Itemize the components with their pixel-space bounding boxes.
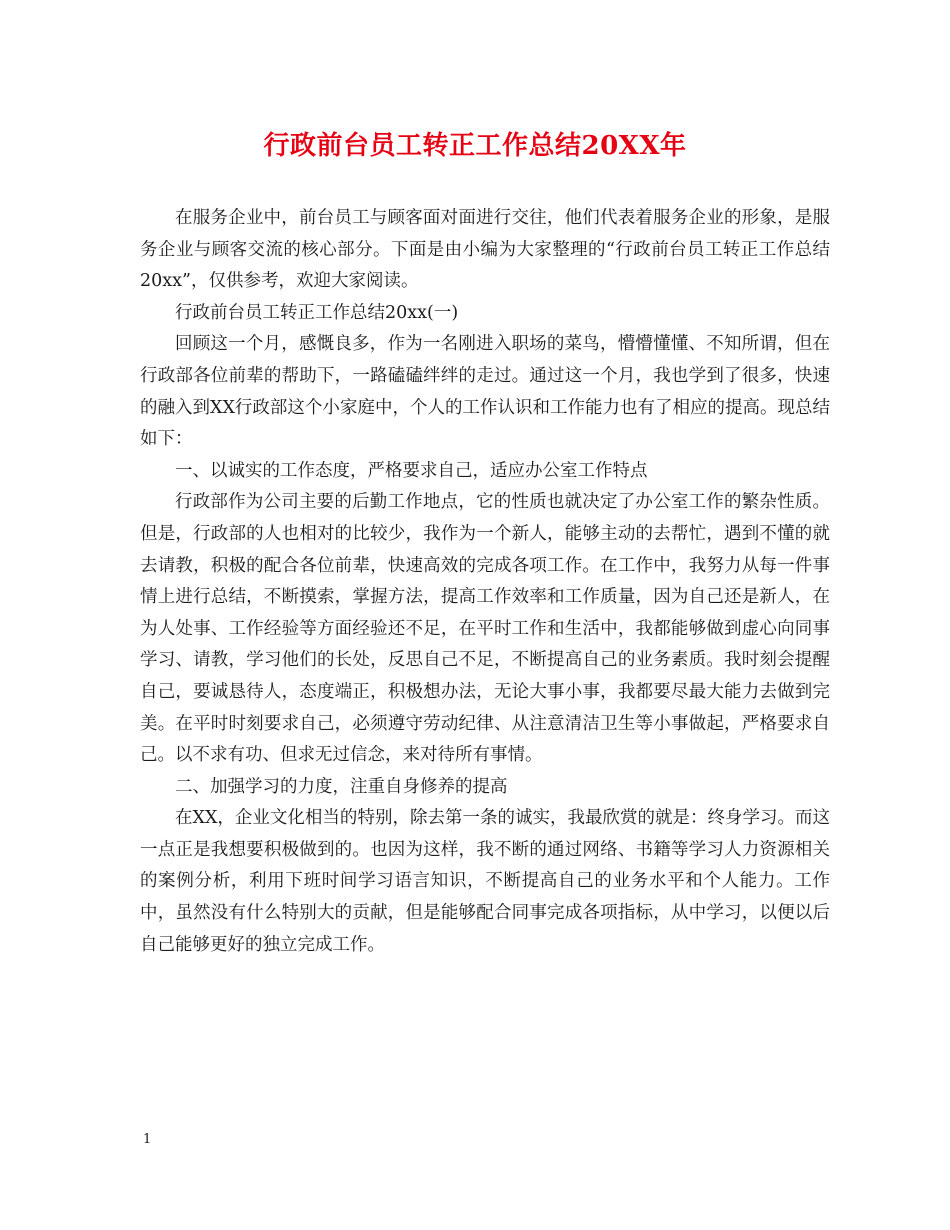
paragraph-review: 回顾这一个月，感慨良多，作为一名刚进入职场的菜鸟，懵懵懂懂、不知所谓，但在行政部各位前辈的帮助下，一路磕磕绊绊的走过。通过这一个月，我也学到了很多，快速的融入到XX行政部这个小家庭中，个人的工作认识和工作能力也有了相应的提高。现总结如下： [140, 334, 830, 450]
document-title: 行政前台员工转正工作总结20XX年 [263, 131, 687, 161]
paragraph-intro: 在服务企业中，前台员工与顾客面对面进行交往，他们代表着服务企业的形象，是服务企业与顾客交流的核心部分。下面是由小编为大家整理的“行政前台员工转正工作总结20xx”，仅供参考，欢迎大家阅读。 [140, 208, 830, 292]
document-body [140, 203, 830, 961]
paragraph-admin-work: 行政部作为公司主要的后勤工作地点，它的性质也就决定了办公室工作的繁杂性质。但是，行政部的人也相对的比较少，我作为一个新人，能够主动的去帮忙，遇到不懂的就去请教，积极的配合各位前辈，快速高效的完成各项工作。在工作中，我努力从每一件事情上进行总结，不断摸索，掌握方法，提高工作效率和工作质量，因为自己还是新人，在为人处事、工作经验等方面经验还不足，在平时工作和生活中，我都能够做到虚心向同事学习、请教，学习他们的长处，反思自己不足，不断提高自己的业务素质。我时刻会提醒自己，要诚恳待人，态度端正，积极想办法，无论大事小事，我都要尽最大能力去做到完美。在平时时刻要求自己，必须遵守劳动纪律、从注意清洁卫生等小事做起，严格要求自己。以不求有功、但求无过信念，来对待所有事情。 [140, 492, 830, 766]
subheading-honest-attitude: 一、以诚实的工作态度，严格要求自己，适应办公室工作特点 [175, 460, 648, 481]
paragraph-lifelong-learning: 在XX，企业文化相当的特别，除去第一条的诚实，我最欣赏的就是：终身学习。而这一点正是我想要积极做到的。也因为这样，我不断的通过网络、书籍等学习人力资源相关的案例分析，利用下班时间学习语言知识，不断提高自己的业务水平和个人能力。工作中，虽然没有什么特别大的贡献，但是能够配合同事完成各项指标，从中学习，以便以后自己能够更好的独立完成工作。 [140, 808, 830, 955]
page-number: 1 [143, 1132, 152, 1147]
section-heading-part-one: 行政前台员工转正工作总结20xx(一) [175, 302, 459, 323]
subheading-learning: 二、加强学习的力度，注重自身修养的提高 [175, 776, 508, 797]
